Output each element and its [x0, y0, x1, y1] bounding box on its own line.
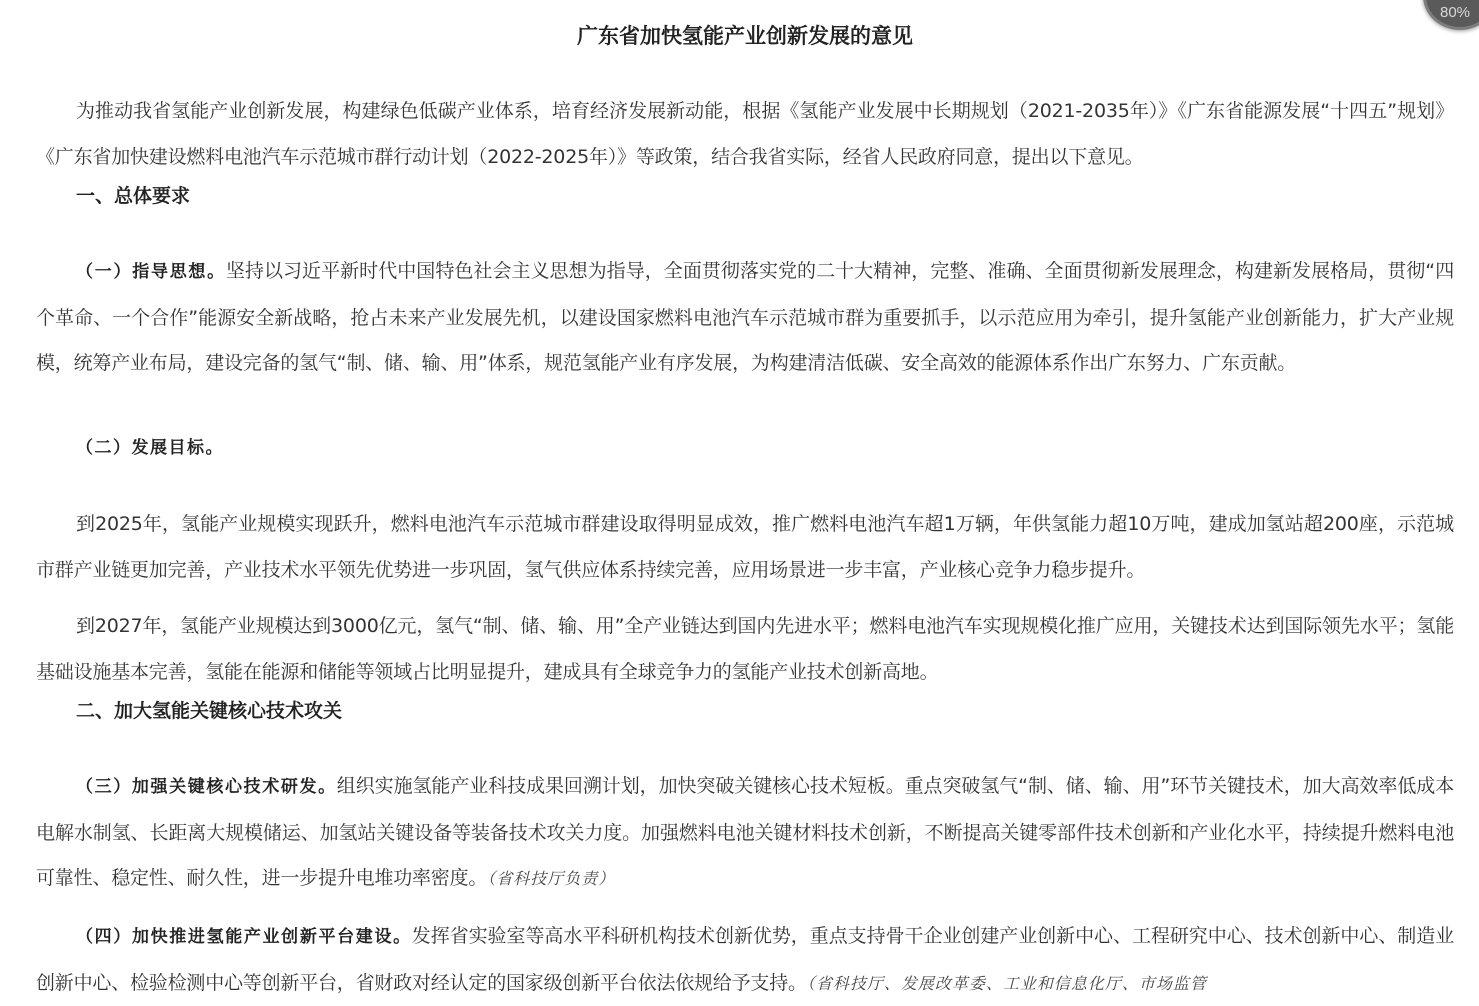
paragraph-guiding-ideology	[36, 249, 1454, 387]
section-heading-general-requirements: 一、总体要求	[76, 185, 191, 207]
paragraph-goals-2025: 到2025年，氢能产业规模实现跃升，燃料电池汽车示范城市群建设取得明显成效，推广燃料电池汽车超1万辆，年供氢能力超10万吨，建成加氢站超200座，示范城市群产业链更加完善，产业技术水平领先优势进一步巩固，氢气供应体系持续完善，应用场景进一步丰富，产业核心竞争力稳步提升。	[36, 513, 1454, 581]
item-heading-development-goals	[76, 431, 224, 464]
responsible-note-multi-dept: （省科技厅、发展改革委、工业和信息化厅、市场监管	[806, 973, 1207, 993]
zoom-level-text: 80%	[1440, 4, 1471, 21]
item-lead-development-goals: （二）发展目标。	[76, 438, 224, 458]
item-text-innovation-platforms: 发挥省实验室等高水平科研机构技术创新优势，重点支持骨干企业创建产业创新中心、工程研究中心、技术创新中心、制造业创新中心、检验检测中心等创新平台，省财政对经认定的国家级创新平台依法依规给予支持。	[36, 925, 1454, 994]
item-lead-key-technology-rd: （三）加强关键核心技术研发。	[76, 777, 337, 797]
paragraph-key-technology-rd	[36, 764, 1454, 902]
paragraph-innovation-platforms	[36, 914, 1454, 1006]
item-text-key-technology-rd: 组织实施氢能产业科技成果回溯计划，加快突破关键核心技术短板。重点突破氢气“制、储、输、用”环节关键技术，加大高效率低成本电解水制氢、长距离大规模储运、加氢站关键设备等装备技术攻关力度。加强燃料电池关键材料技术创新，不断提高关键零部件技术创新和产业化水平，持续提升燃料电池可靠性、稳定性、耐久性，进一步提升电堆功率密度。	[36, 775, 1455, 889]
intro-paragraph: 为推动我省氢能产业创新发展，构建绿色低碳产业体系，培育经济发展新动能，根据《氢能产业发展中长期规划（2021-2035年）》《广东省能源发展“十四五”规划》《广东省加快建设燃料电池汽车示范城市群行动计划（2022-2025年）》等政策，结合我省实际，经省人民政府同意，提出以下意见。	[36, 100, 1454, 168]
section-heading-key-technology: 二、加大氢能关键核心技术攻关	[76, 700, 343, 722]
item-lead-guiding-ideology: （一）指导思想。	[76, 262, 226, 282]
paragraph-goals-2027: 到2027年，氢能产业规模达到3000亿元，氢气“制、储、输、用”全产业链达到国内先进水平；燃料电池汽车实现规模化推广应用，关键技术达到国际领先水平；氢能基础设施基本完善，氢能在能源和储能等领域占比明显提升，建成具有全球竞争力的氢能产业技术创新高地。	[36, 615, 1454, 683]
document-title: 广东省加快氢能产业创新发展的意见	[577, 24, 913, 48]
item-lead-innovation-platforms: （四）加快推进氢能产业创新平台建设。	[76, 927, 412, 947]
item-text-guiding-ideology: 坚持以习近平新时代中国特色社会主义思想为指导，全面贯彻落实党的二十大精神，完整、准确、全面贯彻新发展理念，构建新发展格局，贯彻“四个革命、一个合作”能源安全新战略，抢占未来产业发展先机，以建设国家燃料电池汽车示范城市群为重要抓手，以示范应用为牵引，提升氢能产业创新能力，扩大产业规模，统筹产业布局，建设完备的氢气“制、储、输、用”体系，规范氢能产业有序发展，为构建清洁低碳、安全高效的能源体系作出广东努力、广东贡献。	[36, 260, 1454, 374]
responsible-note-science-dept: （省科技厅负责）	[487, 869, 616, 888]
